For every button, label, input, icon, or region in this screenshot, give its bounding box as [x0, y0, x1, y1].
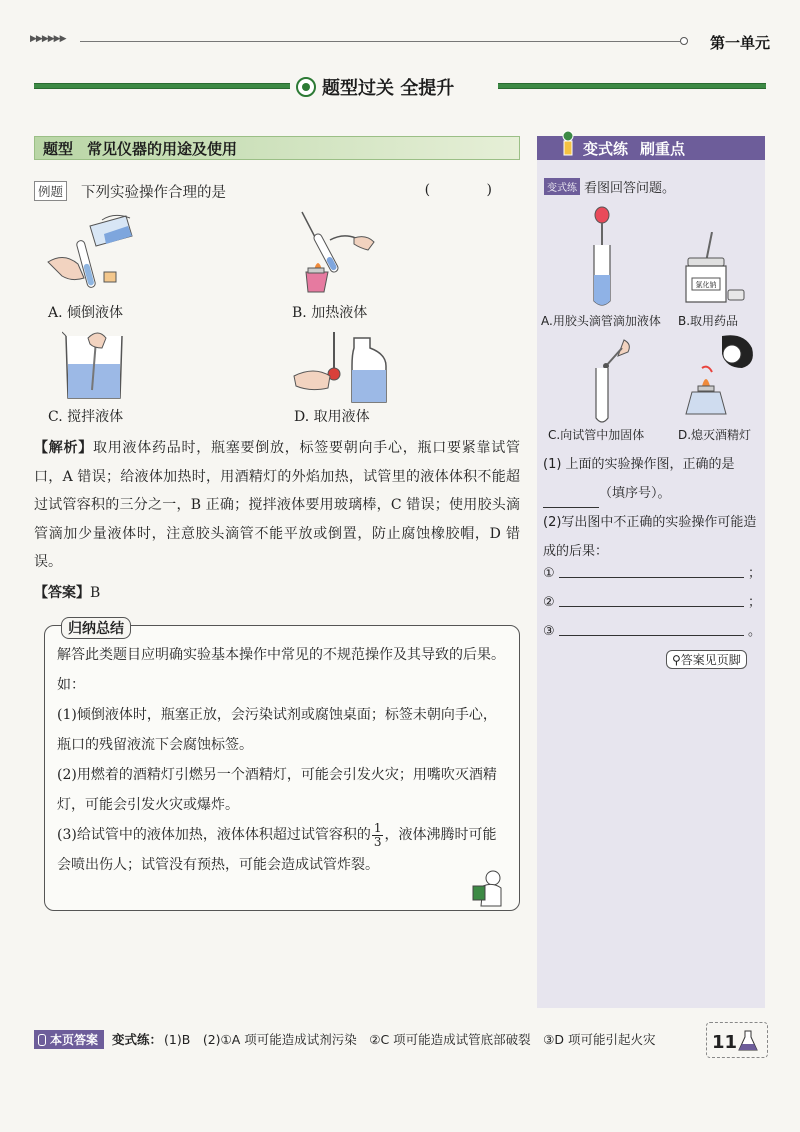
answer-blank-4[interactable] [559, 620, 744, 636]
answer-footnote-link[interactable] [666, 650, 747, 669]
summary-item-1: (1)倾倒液体时，瓶塞正放，会污染试剂或腐蚀桌面；标签未朝向手心，瓶口的残留液流下会腐蚀标签。 [57, 707, 497, 753]
side-header-2: 刷重点 [640, 139, 686, 158]
side-q2: (2)写出图中不正确的实验操作可能造成的后果： [543, 515, 757, 559]
summary-intro: 解答此类题目应明确实验基本操作中常见的不规范操作及其导致的后果。如： [57, 647, 505, 693]
summary-box [44, 621, 520, 911]
analysis-text: 取用液体药品时，瓶塞要倒放，标签要朝向手心，瓶口要紧靠试管口，A 错误；给液体加热时，用酒精灯的外焰加热，试管里的液体体积不能超过试管容积的三分之一，B 正确；搅拌液体要用玻璃棒，C 错误；使用胶头滴管滴加少量液体时，注意胶头滴管不能平放或倒置，防止腐蚀橡胶帽，D 错误。 [34, 440, 520, 570]
side-line-2-end: ； [747, 595, 761, 610]
adding-solid-figure [578, 336, 638, 426]
side-option-a: A.用胶头滴管滴加液体 [541, 314, 661, 328]
fraction-numerator: 1 [373, 820, 382, 835]
side-header-1: 变式练 [583, 139, 629, 158]
person-icon [559, 130, 577, 158]
answer-blank-1[interactable] [543, 492, 599, 508]
side-line-3 [543, 620, 761, 639]
side-tag: 变式练 [544, 178, 580, 195]
unit-title: 第一单元 [709, 34, 770, 52]
summary-item-2: (2)用燃着的酒精灯引燃另一个酒精灯，可能会引发火灾；用嘴吹灭酒精灯，可能会引发火灾或爆炸。 [57, 767, 497, 813]
arrow-decoration-icon: ▶▶▶▶▶▶ [30, 34, 66, 44]
side-line-3-end: 。 [747, 624, 761, 639]
divider [80, 41, 680, 42]
top-strip [30, 32, 770, 52]
side-option-c: C.向试管中加固体 [548, 428, 645, 442]
summary-item-3 [57, 820, 509, 880]
banner-bar-right [498, 83, 766, 89]
answer-blank-2[interactable] [559, 562, 744, 578]
dropper-figure [582, 205, 622, 309]
question-tag: 例题 [34, 181, 67, 201]
pouring-liquid-figure [44, 212, 144, 296]
banner-title [296, 74, 496, 100]
side-q1-a: (1) 上面的实验操作图，正确的是 [543, 457, 735, 472]
spiral-icon [296, 77, 316, 97]
side-prompt: 看图回答问题。 [584, 181, 676, 196]
side-questions [543, 450, 761, 566]
side-line-1-end: ； [747, 566, 761, 581]
blowing-lamp-figure [682, 332, 758, 422]
side-q1 [543, 450, 761, 508]
banner-bar-left [34, 83, 290, 89]
option-d: D. 取用液体 [294, 409, 370, 425]
side-line-2-label: ② [543, 595, 555, 610]
analysis-label: 【解析】 [34, 440, 93, 456]
summary-item-3-b: ，液体沸腾时可能会喷出伤人；试管没有预热，可能会造成试管炸裂。 [57, 827, 497, 873]
banner-title-text: 题型过关 全提升 [322, 78, 455, 99]
side-line-1 [543, 562, 761, 581]
fraction-denominator: 3 [373, 834, 382, 849]
reading-student-icon [467, 868, 507, 908]
flask-icon [738, 1030, 758, 1052]
question-text: 下列实验操作合理的是 [81, 184, 227, 201]
page-answer-tag: 本页答案 [34, 1030, 104, 1049]
analysis [34, 434, 520, 577]
side-question [544, 177, 675, 196]
side-line-1-label: ① [543, 566, 555, 581]
side-line-2 [543, 591, 761, 610]
answer-footnote-text: 答案见页脚 [680, 653, 741, 667]
option-b: B. 加热液体 [292, 305, 368, 321]
section-title: 常见仪器的用途及使用 [87, 139, 238, 158]
summary-item-3-a: (3)给试管中的液体加热，液体体积超过试管容积的 [57, 827, 371, 843]
summary-title: 归纳总结 [61, 617, 131, 639]
summary-body [57, 640, 509, 880]
answer-blank-3[interactable] [559, 591, 744, 607]
banner [34, 72, 766, 102]
side-option-b: B.取用药品 [678, 314, 739, 328]
question-line [34, 180, 520, 202]
jar-label: 氯化钠 [695, 281, 717, 289]
taking-liquid-figure [290, 330, 390, 404]
section-label: 题型 [43, 139, 74, 158]
circle-decoration-icon [680, 37, 688, 45]
side-line-3-label: ③ [543, 624, 555, 639]
answer-label: 【答案】 [34, 585, 90, 601]
key-icon: ⚲ [672, 653, 681, 667]
page-answer-bar [34, 1028, 694, 1050]
section-header [34, 136, 520, 160]
fraction [372, 822, 384, 849]
reagent-jar-figure [682, 232, 746, 306]
side-header [537, 136, 765, 160]
option-a: A. 倾倒液体 [48, 305, 124, 321]
page-answer-label: 变式练： [112, 1032, 163, 1047]
answer-paren: ( ) [424, 182, 518, 198]
page-answer-text: (1)B (2)①A 项可能造成试剂污染 ②C 项可能造成试管底部破裂 ③D 项可能引起火灾 [164, 1032, 656, 1047]
answer-value: B [90, 585, 101, 601]
heating-liquid-figure [288, 210, 388, 296]
side-option-d: D.熄灭酒精灯 [678, 428, 752, 442]
answer [34, 582, 100, 602]
page-number: 11 [712, 1032, 738, 1053]
option-c: C. 搅拌液体 [48, 409, 124, 425]
side-q1-b: （填序号）。 [599, 486, 671, 501]
stirring-liquid-figure [62, 328, 132, 402]
